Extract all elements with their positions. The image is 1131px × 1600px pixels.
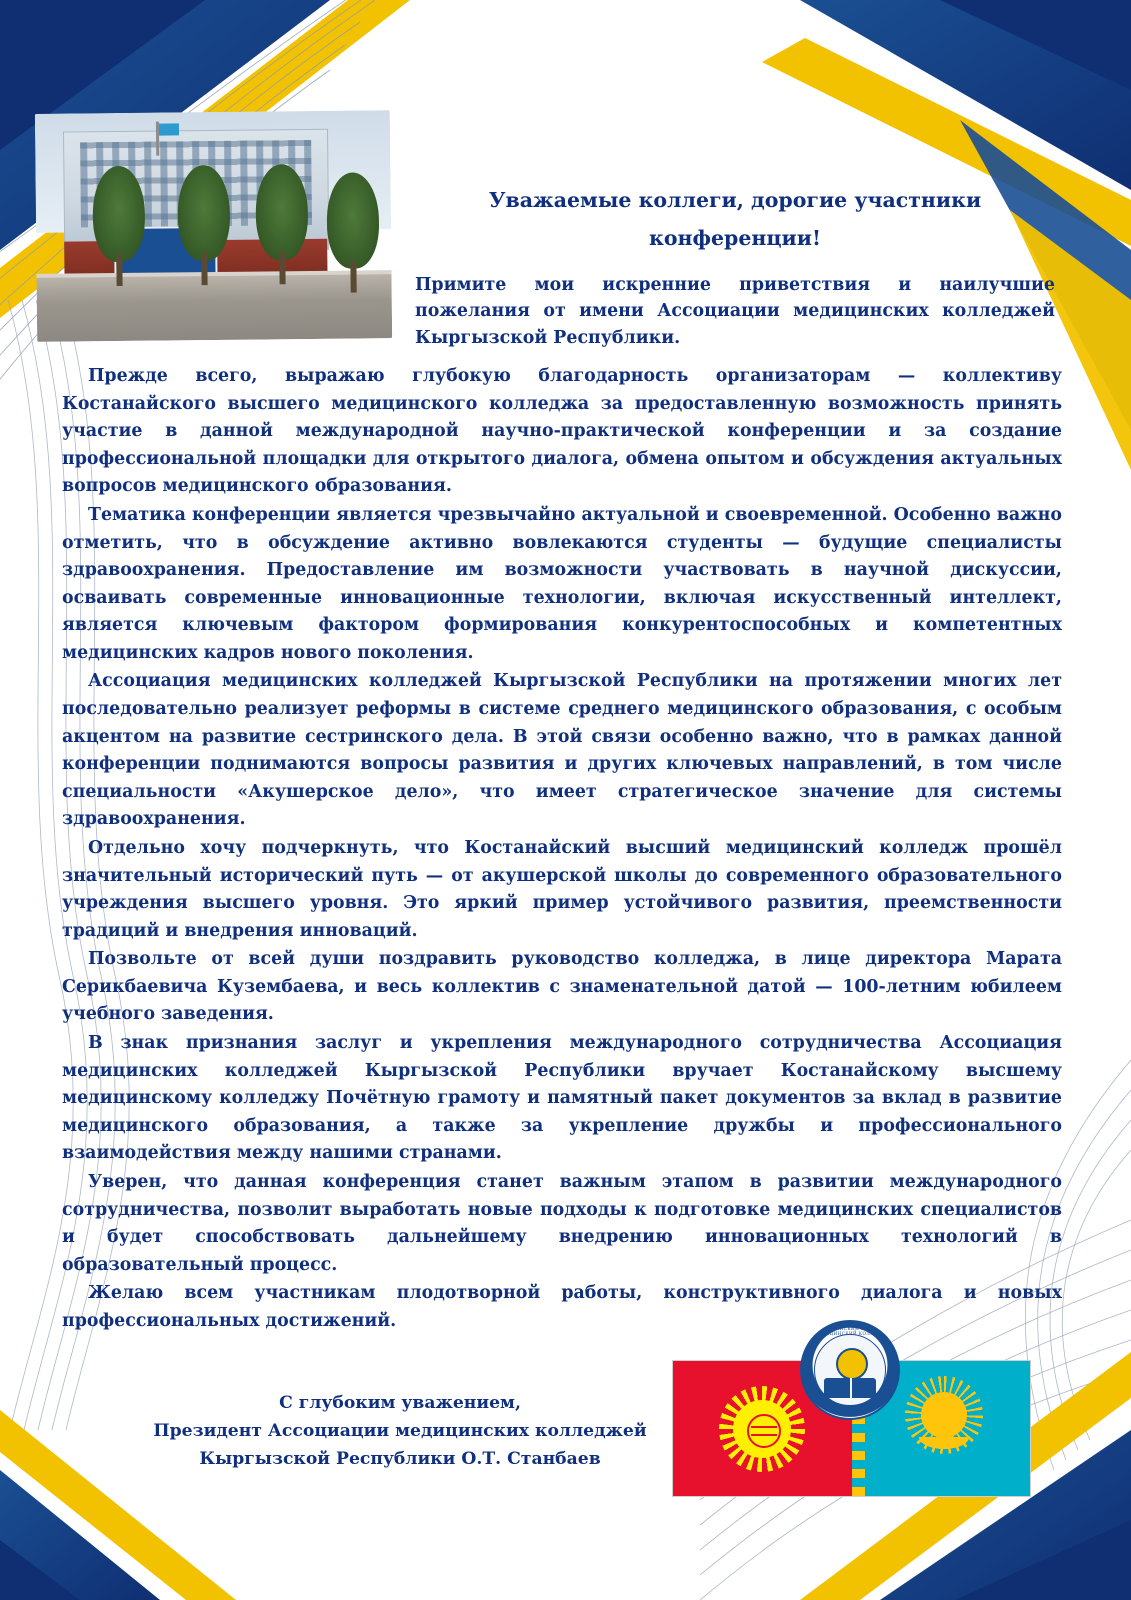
signature-line-3: Кыргызской Республики О.Т. Станбаев	[199, 1448, 601, 1469]
signature-block	[145, 1390, 655, 1474]
signature-line-1: С глубоким уважением,	[279, 1393, 521, 1413]
paragraph: В знак признания заслуг и укрепления международного сотрудничества Ассоциация медицинских колледжей Кыргызской Республики вручает Костанайскому высшему медицинскому колледжу Почётную грамоту и памятный пакет документов за вклад в развитие медицинского образования, а также за укрепление дружбы и профессионального взаимодействия между нашими странами.	[62, 1033, 1062, 1164]
paragraph: Отдельно хочу подчеркнуть, что Костанайский высший медицинский колледж прошёл значительный исторический путь — от акушерской школы до современного образовательного учреждения высшего уровня. Это яркий пример устойчивого развития, преемственности традиций и внедрения инноваций.	[62, 837, 1062, 941]
document-title	[415, 182, 1055, 258]
signature-line-2: Президент Ассоциации медицинских колледжей	[153, 1420, 647, 1441]
paragraph: Желаю всем участникам плодотворной работы, конструктивного диалога и новых профессиональных достижений.	[62, 1283, 1062, 1331]
body-text	[62, 363, 1062, 1336]
emblem-caption: КОСТАНАЙСКИЙ ВЫСШИЙ МЕДИЦИНСКИЙ КОЛЛЕДЖ	[813, 1326, 887, 1336]
paragraph: Прежде всего, выражаю глубокую благодарность организаторам — коллективу Костанайского высшего медицинского колледжа за предоставленную возможность принять участие в данной международной научно-практической конференции и за создание профессиональной площадки для открытого диалога, обмена опытом и обсуждения актуальных вопросов медицинского образования.	[62, 366, 1062, 497]
paragraph: Уверен, что данная конференция станет важным этапом в развитии международного сотрудничества, позволит выработать новые подходы к подготовке медицинских специалистов и будет способствовать дальнейшему внедрению инновационных технологий в образовательный процесс.	[62, 1171, 1062, 1275]
college-building-photo	[35, 110, 392, 342]
college-emblem-icon	[800, 1320, 900, 1420]
paragraph: Ассоциация медицинских колледжей Кыргызской Республики на протяжении многих лет последовательно реализует реформы в системе среднего медицинского образования, с особым акцентом на развитие сестринского дела. В этой связи особенно важно, что в рамках данной конференции поднимаются вопросы развития и других ключевых направлений, в том числе специальности «Акушерское дело», что имеет стратегическое значение для системы здравоохранения.	[62, 671, 1062, 830]
title-line-2: конференции!	[649, 225, 821, 250]
paragraph: Тематика конференции является чрезвычайно актуальной и своевременной. Особенно важно отметить, что в обсуждение активно вовлекаются студенты — будущие специалисты здравоохранения. Предоставление им возможности участвовать в научной дискуссии, осваивать современные инновационные технологии, включая искусственный интеллект, является ключевым фактором формирования конкурентоспособных и компетентных медицинских кадров нового поколения.	[62, 504, 1062, 663]
paragraph: Позвольте от всей души поздравить руководство колледжа, в лице директора Марата Серикбаевича Кузембаева, и весь коллектив с знаменательной датой — 100-летним юбилеем учебного заведения.	[62, 949, 1062, 1025]
title-line-1: Уважаемые коллеги, дорогие участники	[488, 188, 982, 212]
intro-paragraph: Примите мои искренние приветствия и наилучшие пожелания от имени Ассоциации медицинских колледжей Кыргызской Республики.	[415, 275, 1055, 348]
